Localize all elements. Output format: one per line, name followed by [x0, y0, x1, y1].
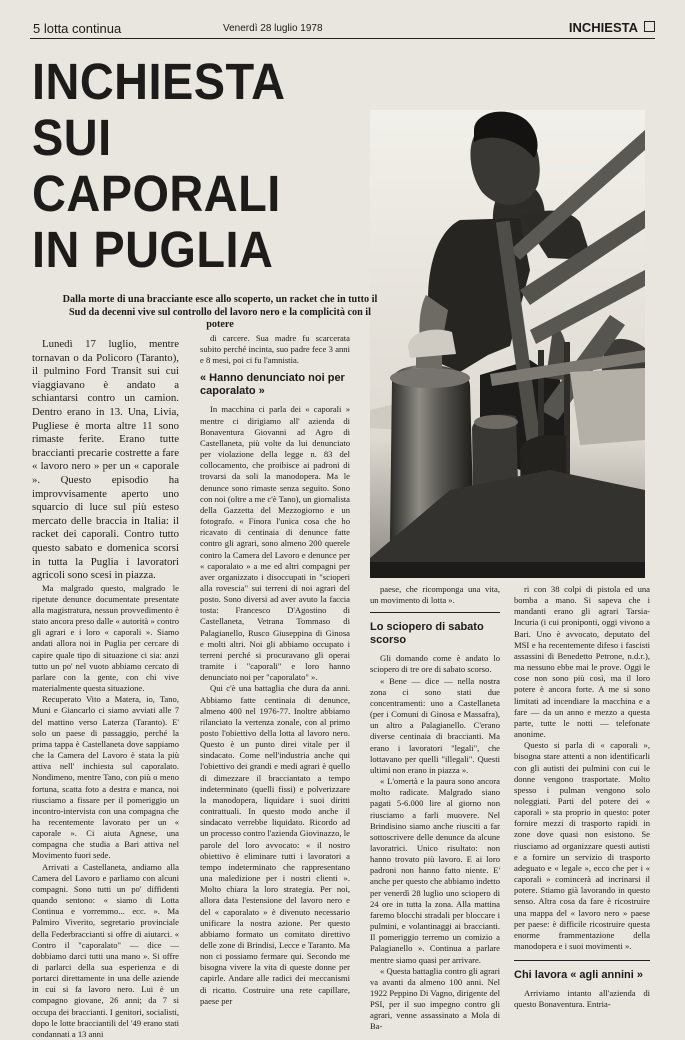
paragraph: Questo si parla di « caporali », bisogna stare attenti a non identificarli con gli autisti dei pulmini con cui le donne vengono trasportate. Molto spesso i pulman vengono solo noleggiati. Parti del potere dei « caporali » sta proprio in questo: poter fornire mezzi di trasporto rapidi in zone dove quasi non esistono. Se riusciamo ad organizzare questi autisti e a fornire un servizio di trasporto adeguato e « legale », ecco che per i « caporali » comincerà ad incrinarsi il potere. Stiamo già lavorando in questo senso. Altra cosa da fare è ricostruire una mappa del « lavoro nero » paese per paese: è difficile ricostruire questa enorme frammentazione della manodopera e i suoi movimenti ».: [514, 740, 650, 951]
paragraph: Qui c'è una battaglia che dura da anni. Abbiamo fatte centinaia di denunce, almeno 400 nel 1976-77. Inoltre abbiamo rilanciato la vertenza zonale, con al primo posto l'obiettivo della lotta al lavoro nero. Questo è un punto direi vitale per il sindacato. Come nell'industria anche qui l'obiettivo dei grandi e medi agrari è quello di dimezzare il bracciantato a tempo indeterminato (quelli fissi) e polverizzare la manodopera, liquidare i suoi diritti contrattuali. In questo modo anche il sindacato verrebbe liquidato. Ricordo ad un processo contro l'azienda Giovinazzo, le parole del loro avvocato: « il nostro obiettivo è eliminare tutti i lavoratori a tempo indeterminato che rappresentano una maledizione per i nostri clienti ». Molto chiara la loro strategia. Per noi, allora data l'estensione del lavoro nero e del « caporalato » è divenuto necessario unificare la nostra azione. Per questo abbiamo formato un comitato direttivo delle zone di Brindisi, Lecce e Taranto. Ma non ci possiamo fermare qui. Secondo me bisogna vivere la vita di queste donne per capirle. Andare alle radici dei meccanismi di ricatto. Costruire una rete capillare, paese per: [200, 683, 350, 1006]
paragraph: paese, che ricomponga una vita, un movimento di lotta ».: [370, 584, 500, 606]
paragraph: Arrivati a Castellaneta, andiamo alla Camera del Lavoro e parliamo con alcuni compagni. Sono tutti un po' diffidenti quando sentono: « siamo di Lotta Continua e vorremmo... ecc. ». Ma Palmiro Viverito, segretario provinciale della Federbraccianti si offre di aiutarci. « Contro il "caporalato" — dice — dobbiamo darci tutti una mano ». Si offre di parlarci della sua esperienza e di portarci direttamente in una delle aziende in cui si fa lavoro nero. Lui è un compagno giovane, 26 anni; da 7 si occupa dei braccianti. I genitori, socialisti, dopo le lotte bracciantili del '49 erano stati condannati a 13 anni: [32, 861, 179, 1039]
headline-line: SUI: [32, 109, 112, 166]
paragraph: « Bene — dice — nella nostra zona ci sono stati due concentramenti: uno a Castellaneta (per i Comuni di Ginosa e Massafra), un altro a Palagianello. C'erano diverse centinaia di braccianti. Ma erano i lavoratori "legali", che lottavano per quelli "illegali". Questi ultimi non erano in piazza ».: [370, 675, 500, 775]
section-label: INCHIESTA: [569, 20, 655, 35]
subheading-sciopero: Lo sciopero di sabato scorso: [370, 612, 500, 647]
paragraph: « Questa battaglia contro gli agrari va avanti da almeno 100 anni. Nel 1922 Peppino Di Vagno, dirigente del PSI, per il suo impegno contro gli agrari, venne assassinato a Mola di Ba-: [370, 965, 500, 1032]
issue-date: Venerdì 28 luglio 1978: [223, 23, 323, 34]
subheading-denunciato: « Hanno denunciato noi per caporalato »: [200, 372, 345, 398]
article-column-2: [200, 333, 350, 1007]
article-column-1: [32, 338, 179, 1040]
paragraph: di carcere. Sua madre fu scarcerata subito perché incinta, suo padre fece 3 anni e 8 mesi, poi ci fu l'amnistia.: [200, 333, 350, 366]
headline-line: CAPORALI: [32, 165, 281, 222]
headline-line: INCHIESTA: [32, 53, 286, 110]
section-box-icon: [644, 21, 655, 32]
article-column-4: [514, 584, 650, 1010]
subheading-annini: Chi lavora « agli annini »: [514, 960, 650, 982]
article-column-3: [370, 584, 500, 1033]
paragraph: In macchina ci parla dei « caporali » mentre ci dirigiamo all' azienda di Bonaventura Giovanni ad Agro di Castellaneta, più volte da lui denunciato per violazione della legge n. 83 del collocamento, che proibisce ai padroni di trovarsi da soli la manodopera. Ma le denunce sono rimaste senza seguito. Sono con noi (oltre a me c'è Tano), un giornalista della Gazzetta del Mezzogiorno e un fotografo. « Finora l'unica cosa che ho ricavato di centinaia di denunce fatte contro gli agrari, sono almeno 200 querele contro la Camera del Lavoro e denunce per « caporalato » a me ed altri compagni per aver organizzato i disoccupati in "scioperi alla rovescia" sui terreni di noi agrari del posto. Sono diversi ad aver avuto la faccia tosta: Francesco D'Agostino di Castellaneta, Vetrana Tommaso di Palagianello, Rusco Giuseppina di Ginosa e molti altri. Noi gli abbiamo occupato i terreni perché si procuravano gli operai tramite i "caporali" e loro hanno denunciato noi per "caporalato" ».: [200, 404, 350, 683]
headline: [32, 54, 336, 278]
lead-paragraph: Lunedì 17 luglio, mentre tornavan o da Policoro (Taranto), il pulmino Ford Transit sui cui viaggiavano è andato a schiantarsi contro un camion. Dentro erano in 13. Una, Livia, Pugliese è morta altre 11 sono rimaste ferite. Erano tutte braccianti precarie costrette a fare « lavoro nero » per un « caporale ». Questo episodio ha improvvisamente aperto uno squarcio di luce sul più esteso mercato delle braccia in Italia: il racket dei caporali. Contro tutto questo sabato e domenica scorsi in tutta la Puglia i lavoratori agricoli sono scesi in piazza.: [32, 338, 179, 582]
page-number-masthead: 5 lotta continua: [33, 21, 122, 36]
paragraph: « L'omertà e la paura sono ancora molto radicate. Malgrado siano pagati 5-6.000 lire al giorno non riusciamo a farli muovere. Nel Brindisino siamo anche riusciti a far sottoscrivere delle denunce da alcune lavoratrici. Unico risultato: non hanno trovato più lavoro. E ai loro padroni non hanno fatto niente. E' anche per questo che abbiamo indetto per venerdì 28 luglio uno sciopero di 24 ore in tutta la zona. Alla mattina faremo blocchi stradali per bloccare i pulmini, e volantinaggi ai braccianti. Il pomeriggio terremo un comizio a Palagianello ». Continua a parlare mentre siamo quasi per arrivare.: [370, 776, 500, 965]
paragraph: Recuperato Vito a Matera, io, Tano, Muni e Giancarlo ci siamo avviati alle 7 del mattino verso Laterza (Taranto). E' solo un paese di passaggio, perché la prima tappa è Castellaneta dove sappiamo che la Camera del Lavoro è stata la più attiva nell' inchiesta sul caporalato. Nondimeno, mentre Tano, con più o meno fortuna, scatta foto a destra e manca, noi riusciamo a fissare per il pomeriggio un incontro-intervista con una compagna che ha recentemente lavorato per un « caporale ». Ci aiuta Agnese, una compagna che studia a Bari attiva nel Movimento fuori sede.: [32, 694, 179, 861]
headline-line: IN PUGLIA: [32, 221, 274, 278]
page-header: [30, 20, 655, 39]
paragraph: Ma malgrado questo, malgrado le ripetute denunce documentate presentate alla magistratura, nessun provvedimento è stato ancora preso dalle « autorità » contro gli agrari e i loro « caporali ». Siamo andati allora noi in Puglia per cercare di capire quale tipo di situazione ci sia: anzi tutto un po' nel vuoto abbiamo cercato di parlare con la gente, con chi vive materialmente questa situazione.: [32, 582, 179, 694]
paragraph: ri con 38 colpi di pistola ed una bomba a mano. Si sapeva che i mandanti erano gli agrari Tarsia-Incuria (i cui proniponti, oggi vivono a Bari. Uno è avvocato, deputato del MSI e ha recentemente difeso i fascisti assassini di Benedetto Petrone, n.d.r.), ma nessuno ebbe mai le prove. Oggi le cose non sono più così, ma il loro potere è ancora forte. A me si sono limitati ad incendiare la macchina e a fare — da un anno e mezzo a questa parte, tutte le notti — telefonate anonime.: [514, 584, 650, 740]
paragraph: Gli domando come è andato lo sciopero di tre ore di sabato scorso.: [370, 653, 500, 675]
paragraph: Arriviamo intanto all'azienda di questo Bonaventura. Entria-: [514, 988, 650, 1010]
subtitle: Dalla morte di una bracciante esce allo scoperto, un racket che in tutto il Sud da decenni vive sul controllo del lavoro nero e la complicità con il potere: [62, 294, 378, 330]
photo-boy-with-gas-cylinders: [370, 110, 645, 578]
